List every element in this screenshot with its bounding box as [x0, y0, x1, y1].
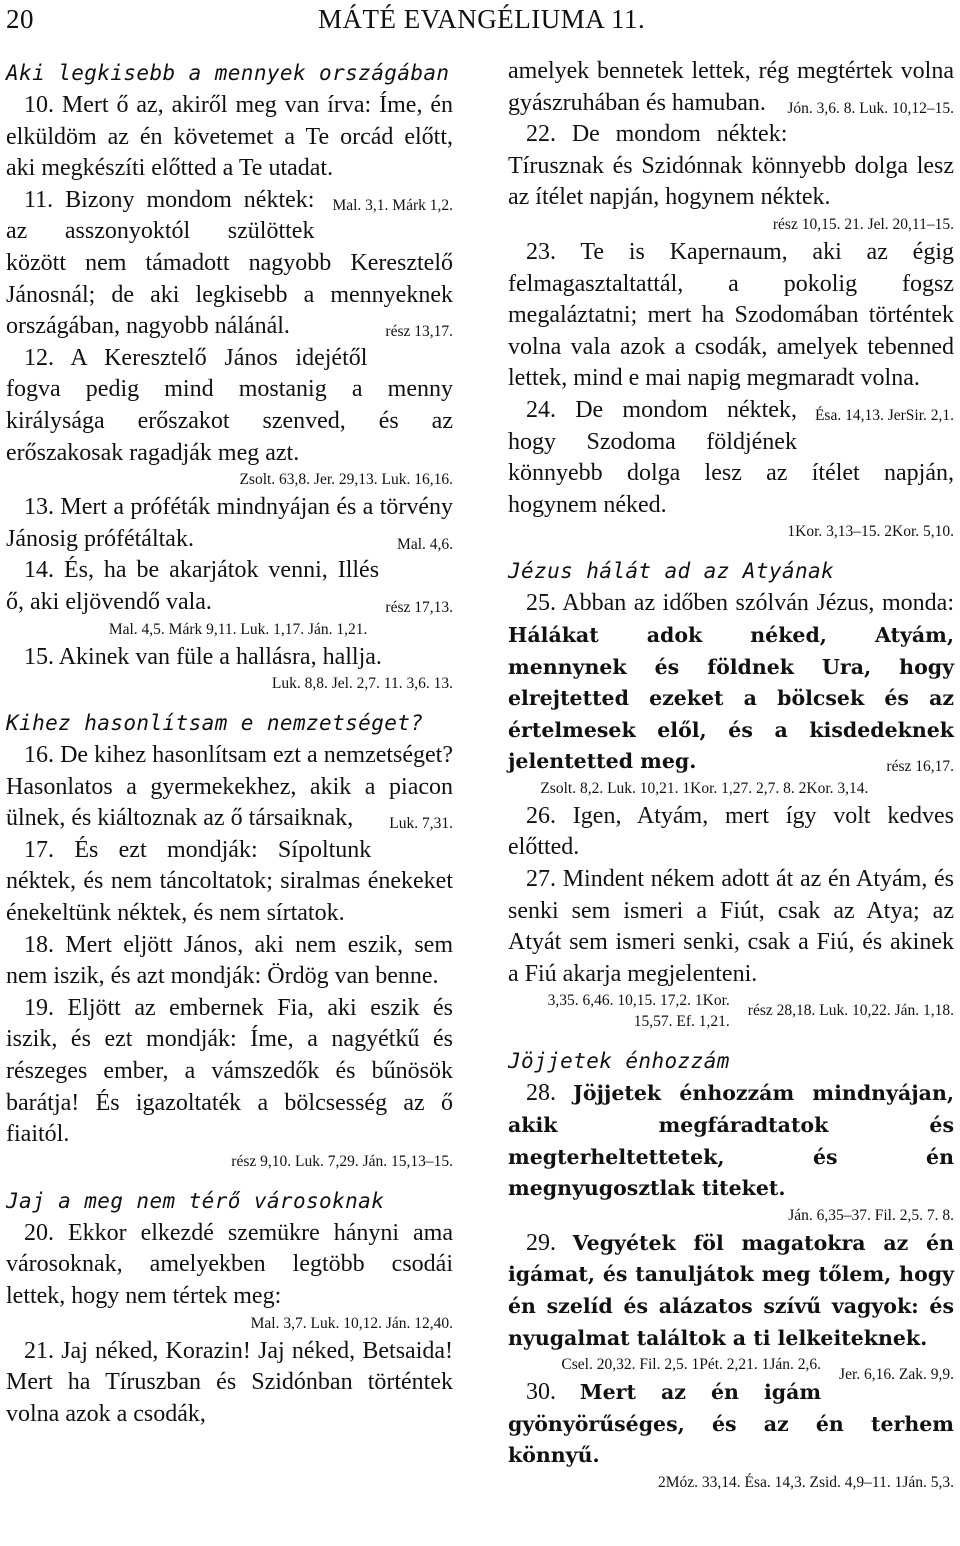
- verse-text: De kihez hasonlítsam ezt a nemzetséget? Hasonlatos a gyermekekhez, akik a piacon ülnek, és kiáltoznak az ő társaiknak,: [6, 742, 454, 832]
- verse-number: 13.: [24, 494, 54, 521]
- verse-text: A Keresztelő János idejétől fogva pedig mind mostanig a menny királysága erőszakot szenved, és az erőszakosak ragadják meg azt.: [6, 344, 453, 466]
- verse-number: 24.: [526, 396, 556, 423]
- verse-number: 18.: [24, 931, 54, 958]
- verse-text: Mindent nékem adott át az én Atyám, és senki sem ismeri a Fiút, csak az Atya; az Atyát sem ismeri senki, csak a Fiú, és akinek a Fiú akarja megjelenteni.: [508, 866, 954, 987]
- cross-reference: Jer. 6,16. Zak. 9,9.: [839, 1366, 954, 1384]
- words-of-jesus: Jöjjetek énhozzám mindnyájan, akik megfáradtatok és megterheltettetek, és én megnyugosztlak titeket.: [508, 1081, 954, 1201]
- verse-text: De mondom néktek, hogy Szodoma földjének könnyebb dolga lesz az ítélet napján, hogynem néked.: [508, 396, 954, 518]
- verse-21: [6, 1336, 453, 1431]
- verse-number: 26.: [526, 802, 556, 829]
- verse-text: Akinek van füle a hallásra, hallja.: [58, 643, 382, 670]
- verse-18: [6, 930, 453, 993]
- verse-13: [6, 492, 453, 555]
- left-column: [6, 56, 453, 1430]
- page-header: [0, 4, 960, 38]
- cross-reference: 2Móz. 33,14. Ésa. 14,3. Zsid. 4,9–11. 1Ján. 5,3.: [657, 1473, 954, 1491]
- words-of-jesus: Vegyétek föl magatokra az én igámat, és tanuljátok meg tőlem, hogy én szelíd és alázatos szívű vagyok: és nyugalmat találtok a ti lelkeiteknek.: [508, 1230, 954, 1350]
- verse-number: 21.: [24, 1337, 54, 1364]
- section-heading: Jaj a meg nem térő városoknak: [6, 1188, 385, 1213]
- cross-reference: Jón. 3,6. 8. Luk. 10,12–15.: [787, 99, 954, 117]
- cross-reference: 3,35. 6,46. 10,15. 17,2. 1Kor. 15,57. Ef. 1,21.: [547, 992, 730, 1031]
- verse-text: És, ha be akarjátok venni, Illés ő, aki eljövendő vala.: [6, 557, 380, 615]
- verse-22: [508, 119, 954, 214]
- verse-28: [508, 1078, 954, 1204]
- cross-reference: Mal. 4,5. Márk 9,11. Luk. 1,17. Ján. 1,21.: [108, 620, 368, 638]
- verse-19: [6, 993, 453, 1151]
- verse-number: 22.: [526, 121, 556, 148]
- page-title: MÁTÉ EVANGÉLIUMA 11.: [318, 4, 646, 34]
- cross-reference: rész 13,17.: [385, 323, 453, 341]
- verse-number: 25.: [526, 590, 556, 617]
- verse-number: 15.: [24, 643, 54, 670]
- verse-21-continued: [508, 56, 954, 119]
- section-heading: Aki legkisebb a mennyek országában: [6, 61, 450, 85]
- cross-reference: Luk. 7,31.: [389, 815, 453, 833]
- verse-number: 17.: [24, 836, 54, 863]
- verse-number: 12.: [24, 344, 54, 371]
- verse-12: [6, 343, 453, 469]
- cross-reference: Zsolt. 63,8. Jer. 29,13. Luk. 16,16.: [239, 471, 453, 489]
- verse-30: [508, 1377, 954, 1472]
- verse-text: Abban az időben szólván Jézus, monda:: [562, 590, 954, 617]
- cross-reference: Mal. 4,6.: [397, 535, 453, 553]
- words-of-jesus: Mert az én igám gyönyörűséges, és az én terhem könnyű.: [508, 1380, 954, 1468]
- cross-reference: rész 28,18. Luk. 10,22. Ján. 1,18.: [747, 1002, 954, 1020]
- cross-reference: Csel. 20,32. Fil. 2,5. 1Pét. 2,21. 1Ján. 2,6.: [561, 1356, 822, 1374]
- verse-text: amelyek bennetek lettek, rég megtértek volna gyászruhában és hamuban.: [508, 58, 954, 116]
- verse-25: [508, 588, 954, 778]
- verse-text: És ezt mondják: Sípoltunk néktek, és nem táncoltatok; siralmas énekeket énekeltünk néktek, és nem sírtatok.: [6, 836, 453, 927]
- verse-26: [508, 801, 954, 864]
- verse-text: Mert a próféták mindnyájan és a törvény Jánosig prófétáltak.: [6, 494, 454, 552]
- verse-14: [6, 555, 453, 618]
- cross-reference: Luk. 8,8. Jel. 2,7. 11. 3,6. 13.: [271, 675, 453, 693]
- verse-20: [6, 1218, 453, 1313]
- verse-number: 20.: [24, 1219, 54, 1246]
- cross-reference: rész 10,15. 21. Jel. 20,11–15.: [772, 215, 954, 233]
- verse-text: Mert ő az, akiről meg van írva: Íme, én elküldöm az én követemet a Te orcád előtt, aki megkészíti előtted a Te utadat.: [6, 92, 453, 182]
- section-heading: Kihez hasonlítsam e nemzetséget?: [6, 711, 424, 736]
- cross-reference: Zsolt. 8,2. Luk. 10,21. 1Kor. 1,27. 2,7. 8. 2Kor. 3,14.: [540, 779, 869, 797]
- verse-text: Jaj néked, Korazin! Jaj néked, Betsaida! Mert ha Tíruszban és Szidónban történtek volna azok a csodák,: [6, 1337, 454, 1427]
- cross-reference: rész 9,10. Luk. 7,29. Ján. 15,13–15.: [231, 1152, 453, 1170]
- verse-number: 30.: [526, 1379, 556, 1406]
- right-column: [508, 56, 954, 1495]
- verse-number: 14.: [24, 557, 54, 584]
- verse-text: Mert eljött János, aki nem eszik, sem nem iszik, és azt mondják: Ördög van benne.: [6, 931, 453, 990]
- verse-15: [6, 642, 453, 674]
- verse-number: 19.: [24, 994, 54, 1021]
- cross-reference: Ésa. 14,13. JerSir. 2,1.: [814, 406, 954, 424]
- cross-reference: Ján. 6,35–37. Fil. 2,5. 7. 8.: [788, 1206, 954, 1224]
- verse-number: 28.: [526, 1080, 556, 1107]
- verse-text: Ekkor elkezdé szemükre hányni ama városoknak, amelyekben legtöbb csodái lettek, hogy nem tértek meg:: [6, 1219, 453, 1309]
- verse-16: [6, 740, 453, 835]
- verse-number: 27.: [526, 866, 556, 893]
- verse-text: Eljött az embernek Fia, aki eszik és iszik, és ezt mondják: Íme, a nagyétkű és részeges ember, a vámszedők és bűnösök barátja! És igazoltaték a bölcsesség az ő fiaitól.: [6, 994, 454, 1148]
- verse-number: 29.: [526, 1229, 556, 1256]
- verse-number: 10.: [24, 92, 54, 118]
- verse-text: Te is Kapernaum, aki az égig felmagasztaltattál, a pokolig fogsz megaláztatni; mert ha Szodomában történtek volna vala azok a csodák, amelyek tebenned lettek, mind e mai napig megmaradt volna.: [508, 238, 954, 392]
- cross-reference: 1Kor. 3,13–15. 2Kor. 5,10.: [787, 523, 954, 541]
- cross-reference: rész 17,13.: [385, 598, 453, 616]
- verse-number: 16.: [24, 742, 54, 769]
- words-of-jesus: Hálákat adok néked, Atyám, mennynek és földnek Ura, hogy elrejtetted ezeket a bölcsek és az értelmesek elől, és a kisdedeknek jelentetted meg.: [508, 622, 954, 774]
- verse-17: [6, 835, 453, 930]
- verse-text: Igen, Atyám, mert így volt kedves előtted.: [508, 802, 954, 861]
- section-heading: Jézus hálát ad az Atyának: [508, 559, 835, 584]
- verse-text: Bizony mondom néktek: az asszonyoktól szülöttek között nem támadott nagyobb Keresztelő Jánosnál; de aki legkisebb a mennyeknek országában, nagyobb nálánál.: [6, 186, 453, 340]
- cross-reference: Mal. 3,1. Márk 1,2.: [332, 196, 453, 214]
- verse-number: 11.: [24, 186, 54, 213]
- cross-reference: Mal. 3,7. Luk. 10,12. Ján. 12,40.: [250, 1314, 453, 1332]
- page-number: 20: [6, 4, 34, 34]
- verse-text: De mondom néktek: Tírusznak és Szidónnak könnyebb dolga lesz az ítélet napján, hogynem néktek.: [508, 121, 954, 211]
- verse-number: 23.: [526, 238, 556, 265]
- cross-reference: rész 16,17.: [886, 758, 954, 776]
- section-heading: Jöjjetek énhozzám: [508, 1049, 730, 1074]
